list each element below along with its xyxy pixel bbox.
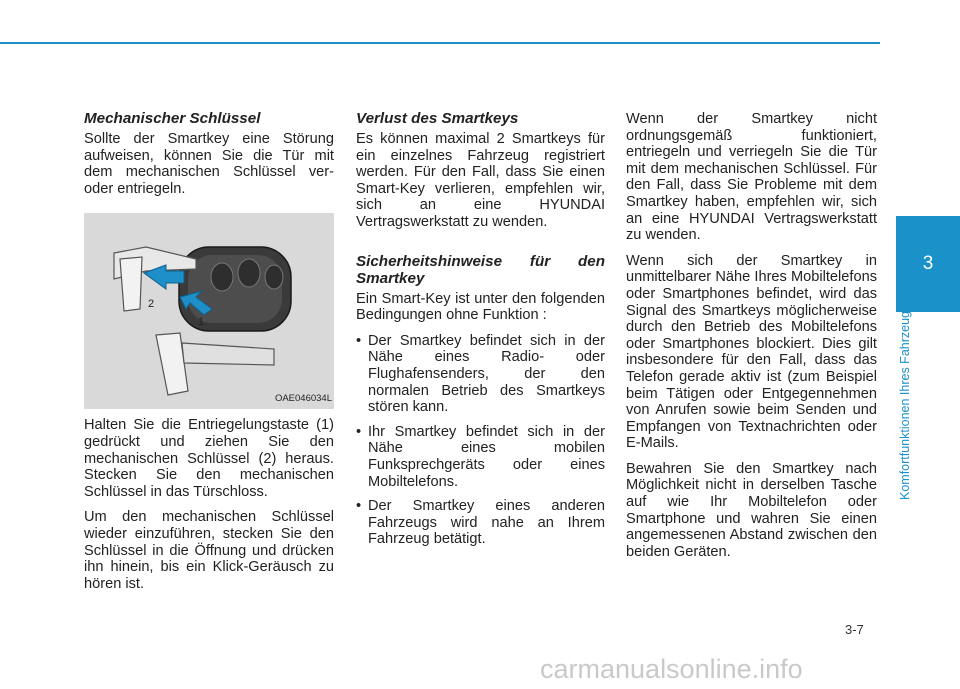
paragraph: Wenn sich der Smartkey in unmittelbarer Nähe Ihres Mobiltelefons oder Smartphones befindet, wird das Signal des Smartkeys möglicherweise durch den Betrieb des Mobiltelefons oder Smartphones blockiert. Dies gilt insbesondere für den Fall, dass das Telefon gerade aktiv ist (zum Beispiel beim Tätigen oder Entgegennehmen von Anrufen sowie beim Senden und Empfangen von Textnachrichten oder E-Mails.: [626, 252, 877, 452]
paragraph: Halten Sie die Entriegelungstaste (1) gedrückt und ziehen Sie den mechanischen Schlüssel (2) heraus. Stecken Sie den mechanischen Schlüssel in das Türschloss.: [84, 417, 334, 500]
spare-key-blade: [182, 343, 274, 365]
smartkey-drawing: [84, 213, 334, 409]
section-heading-mechanical-key: Mechanischer Schlüssel: [84, 110, 261, 127]
callout-1: 1: [198, 316, 205, 329]
callout-2: 2: [148, 298, 155, 311]
chapter-tab: 3: [896, 216, 960, 312]
list-item: • Der Smartkey befindet sich in der Nähe eines Radio- oder Flughafensenders, der den normalen Betrieb des Smartkeys stören kann.: [356, 333, 605, 416]
fob-button-lock: [211, 263, 233, 291]
list-item: • Ihr Smartkey befindet sich in der Nähe eines mobilen Funksprechgeräts oder eines Mobiltelefons.: [356, 424, 605, 490]
column-middle: [356, 110, 605, 556]
page-number: 3-7: [845, 622, 864, 637]
figure-caption: OAE046034L: [274, 392, 332, 404]
paragraph: Bewahren Sie den Smartkey nach Möglichkeit nicht in derselben Tasche auf wie Ihr Mobiltelefon oder Smartphone und wahren Sie einen angemessenen Abstand zwischen den beiden Geräten.: [626, 460, 877, 560]
paragraph: Es können maximal 2 Smartkeys für ein einzelnes Fahrzeug registriert werden. Für den Fall, dass Sie einen Smart-Key verlieren, empfehlen wir, sich an eine HYUNDAI Vertragswerkstatt zu wenden.: [356, 131, 605, 230]
chapter-side-title: Komfortfunktionen Ihres Fahrzeugs: [898, 304, 912, 500]
spare-key-head: [156, 333, 188, 395]
conditions-list: [356, 333, 605, 548]
paragraph: Sollte der Smartkey eine Störung aufweisen, können Sie die Tür mit dem mechanischen Schlüssel ver- oder entriegeln.: [84, 131, 334, 197]
column-right: [626, 111, 877, 569]
key-head: [120, 257, 142, 311]
paragraph: Um den mechanischen Schlüssel wieder einzuführen, stecken Sie den Schlüssel in die Öffnung und drücken ihn hinein, bis ein Klick-Geräusch zu hören ist.: [84, 509, 334, 592]
watermark: carmanualsonline.info: [540, 654, 803, 684]
paragraph: Wenn der Smartkey nicht ordnungsgemäß funktioniert, entriegeln und verriegeln Sie die Tür mit dem mechanischen Schlüssel. Für den Fall, dass Sie Probleme mit dem Smartkey haben, empfehlen wir, sich an eine HYUNDAI Vertragswerkstatt zu wenden.: [626, 111, 877, 244]
header-rule: [0, 42, 880, 44]
section-heading-lost-smartkey: Verlust des Smartkeys: [356, 110, 519, 127]
section-heading-safety-notes: Sicherheitshinweise für den Smartkey: [356, 252, 605, 287]
list-item: • Der Smartkey eines anderen Fahrzeugs wird nahe an Ihrem Fahrzeug betätigt.: [356, 498, 605, 548]
paragraph: Ein Smart-Key ist unter den folgenden Bedingungen ohne Funktion :: [356, 290, 605, 324]
fob-button-unlock: [238, 259, 260, 287]
smartkey-illustration: [84, 213, 334, 409]
fob-button-trunk: [265, 265, 283, 289]
column-left: [84, 110, 334, 601]
